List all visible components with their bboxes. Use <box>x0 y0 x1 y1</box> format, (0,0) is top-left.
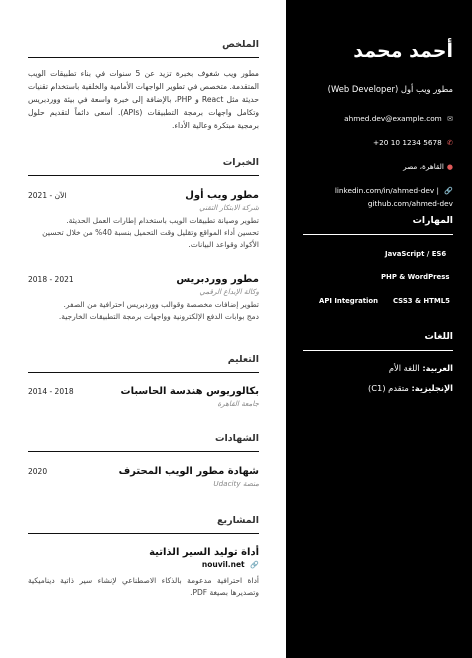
experience-item-desc: دمج بوابات الدفع الإلكترونية وواجهات برمجة التطبيقات الخارجية. <box>58 312 259 321</box>
contact-location-text: القاهرة، مصر <box>403 162 444 171</box>
certificate-item-title: شهادة مطور الويب المحترف <box>118 466 259 477</box>
profile-name: أحمد محمد <box>353 40 453 62</box>
experience-item-desc: تطوير إضافات مخصصة وقوالب ووردبريس احترافية من الصفر. <box>63 300 259 309</box>
phone-icon: ✆ <box>447 139 453 147</box>
experience-item-desc: تحسين أداء المواقع وتقليل وقت التحميل بنسبة 40% من خلال تحسين الأكواد وقواعد البيانات. <box>42 228 259 249</box>
experience-item-title: مطور ووردبريس <box>176 274 259 285</box>
language-name: العربية: <box>422 363 453 373</box>
summary-title: الملخص <box>222 39 259 50</box>
skill-item: PHP & WordPress <box>381 273 450 281</box>
contact-linkedin-text: linkedin.com/in/ahmed-dev | <box>334 186 439 195</box>
contact-phone-text: +20 10 1234 5678 <box>373 138 442 147</box>
education-item-date: 2014 - 2018 <box>28 387 74 396</box>
skill-item: API Integration <box>319 297 379 305</box>
language-level: اللغة الأم <box>388 363 420 373</box>
education-item-org: جامعة القاهرة <box>217 399 259 408</box>
contact-linkedin[interactable] <box>335 186 453 195</box>
contact-phone[interactable] <box>373 138 453 147</box>
language-name: الإنجليزية: <box>411 383 453 393</box>
skill-item: JavaScript / ES6 <box>385 250 447 258</box>
link-icon: 🔗 <box>250 561 259 569</box>
project-item-desc: أداة احترافية مدعومة بالذكاء الاصطناعي لإنشاء سير ذاتية ديناميكية وتصديرها بصيغة PDF. <box>28 576 259 597</box>
projects-title: المشاريع <box>217 515 259 526</box>
experience-item-org: وكالة الإبداع الرقمي <box>199 287 259 296</box>
language-level: متقدم (C1) <box>367 383 409 393</box>
profile-role: مطور ويب أول (Web Developer) <box>327 84 453 94</box>
education-item-title: بكالوريوس هندسة الحاسبات <box>120 386 259 397</box>
envelope-icon: ✉ <box>447 115 453 123</box>
skills-title: المهارات <box>412 215 453 226</box>
experience-item-title: مطور ويب أول <box>185 190 259 201</box>
skill-item: CSS3 & HTML5 <box>393 297 450 305</box>
language-item <box>368 383 453 393</box>
experience-item-org: شركة الابتكار التقني <box>199 203 259 212</box>
summary-rule <box>28 57 259 58</box>
skills-rule <box>303 234 453 235</box>
project-item <box>28 547 259 599</box>
certificate-item-org: منصة Udacity <box>213 479 259 488</box>
education-item <box>28 386 259 408</box>
education-title: التعليم <box>227 354 259 365</box>
experience-rule <box>28 175 259 176</box>
sidebar <box>286 0 472 658</box>
experience-item <box>28 190 259 251</box>
summary-text: مطور ويب شغوف بخبرة تزيد عن 5 سنوات في بناء تطبيقات الويب المتقدمة. متخصص في تطوير الواجهات الأمامية والخلفية باستخدام تقنيات حديثة مثل React و PHP، بالإضافة إلى خبرة واسعة في بيئة ووردبريس وتكامل واجهات برمجة التطبيقات (APIs). أسعى دائماً لتقديم حلول برمجية مبتكرة وعالية الأداء. <box>28 69 259 130</box>
contact-email-text: ahmed.dev@example.com <box>344 114 442 123</box>
project-item-title: أداة توليد السير الذاتية <box>149 547 259 558</box>
contact-github-text: github.com/ahmed-dev <box>367 199 453 208</box>
link-icon: 🔗 <box>444 187 453 195</box>
certificate-item <box>28 466 259 488</box>
languages-title: اللغات <box>424 331 453 342</box>
education-rule <box>28 372 259 373</box>
certificate-item-date: 2020 <box>28 467 48 476</box>
language-item <box>389 363 453 373</box>
experience-item-date: 2021 - الآن <box>28 191 67 200</box>
languages-rule <box>303 350 453 351</box>
contact-location <box>403 162 453 171</box>
certificates-rule <box>28 451 259 452</box>
experience-item <box>28 274 259 323</box>
contact-github[interactable] <box>368 199 453 208</box>
projects-rule <box>28 533 259 534</box>
certificates-title: الشهادات <box>214 433 259 444</box>
experience-title: الخبرات <box>222 157 259 168</box>
pin-icon: ● <box>446 163 453 171</box>
experience-item-date: 2018 - 2021 <box>28 275 74 284</box>
contact-email[interactable] <box>344 114 453 123</box>
project-item-link[interactable]: nouvil.net <box>201 560 245 569</box>
experience-item-desc: تطوير وصيانة تطبيقات الويب باستخدام إطارات العمل الحديثة. <box>66 216 259 225</box>
